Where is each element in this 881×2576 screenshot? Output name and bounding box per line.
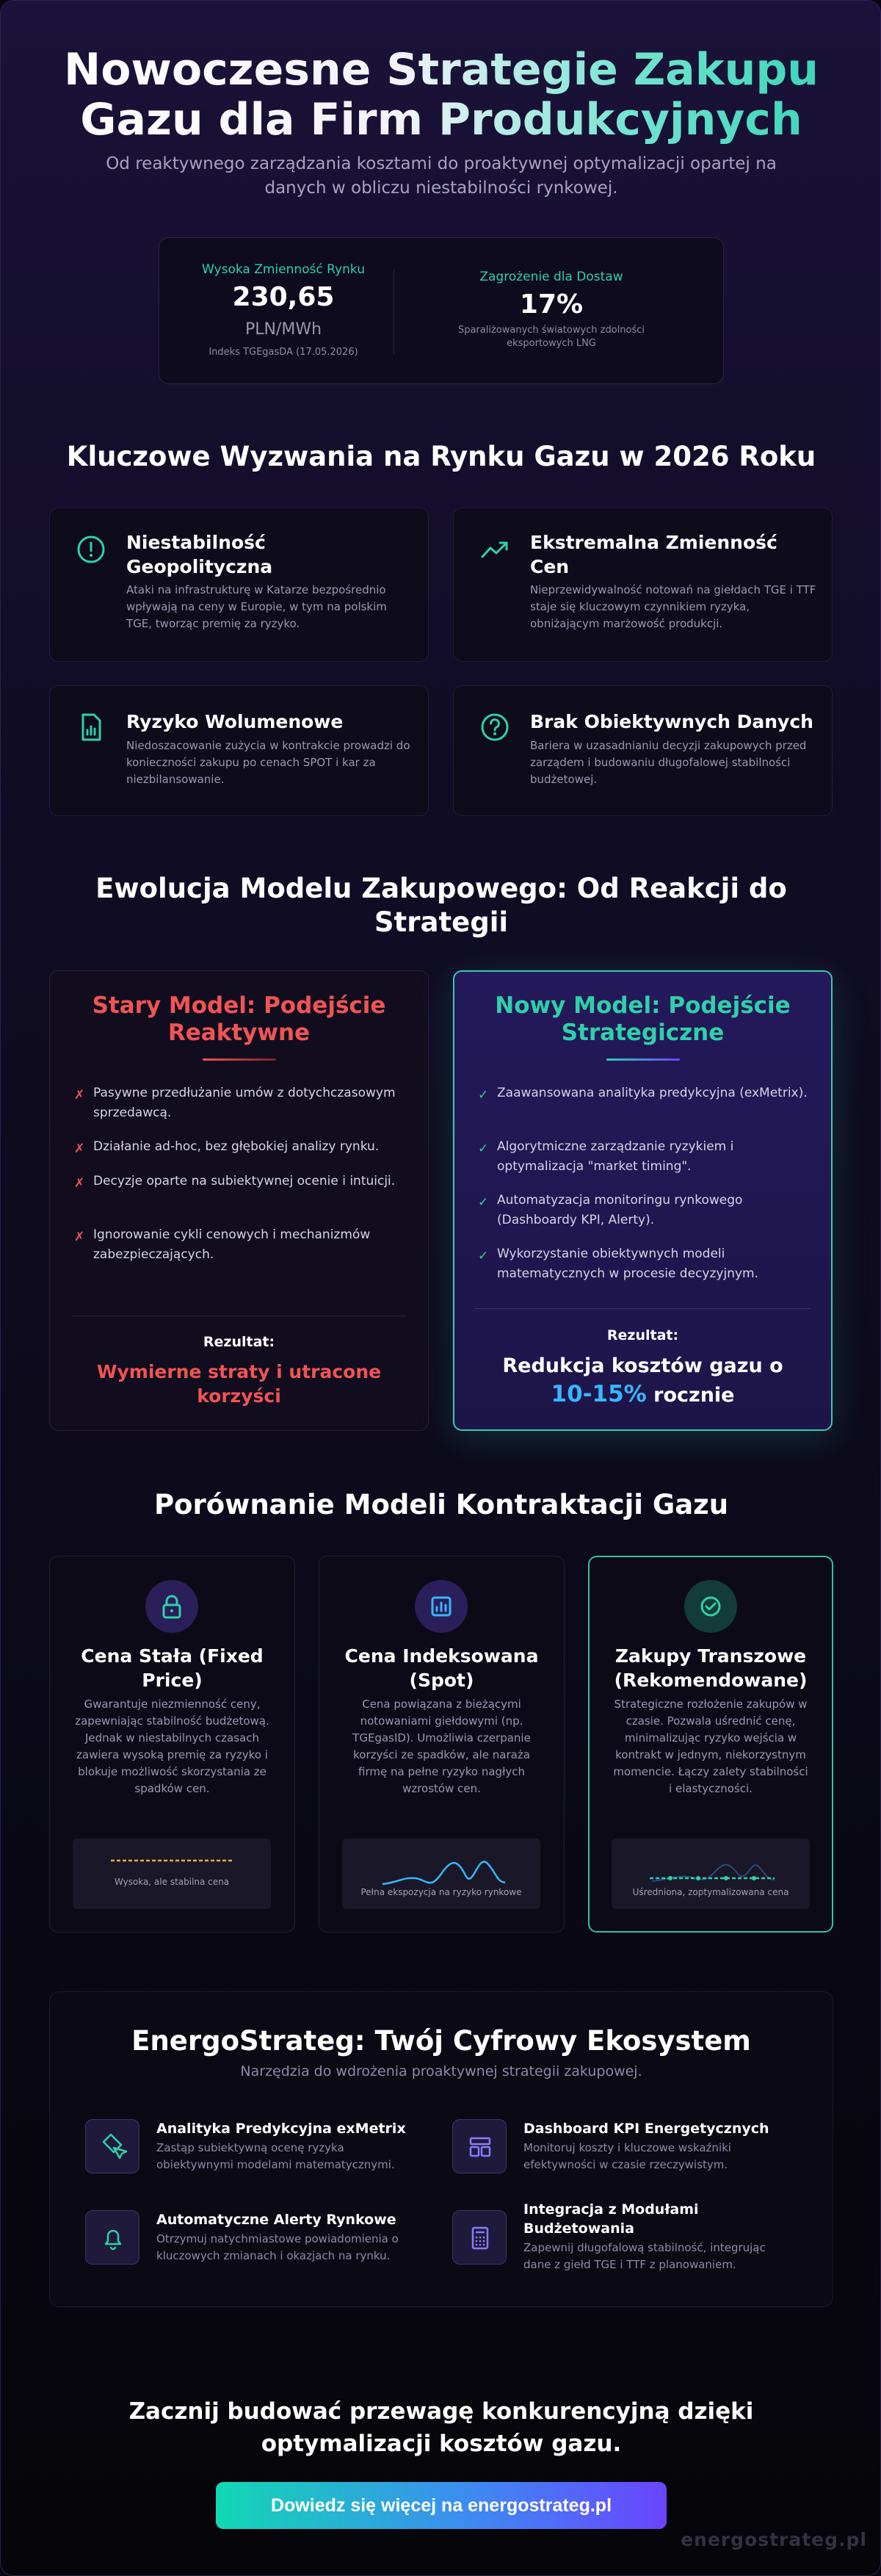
- question-circle-icon: [479, 711, 511, 743]
- calculator-icon: [453, 2211, 507, 2265]
- cross-icon: ✗: [74, 1230, 85, 1244]
- check-icon: ✓: [478, 1249, 489, 1263]
- contracts-title: Porównanie Modeli Kontraktacji Gazu: [153, 1489, 729, 1520]
- trending-up-icon: [479, 533, 511, 566]
- contract-icon-bg: [415, 1580, 468, 1633]
- challenge-card-volume: [49, 685, 429, 816]
- eco-item-title: Automatyczne Alerty Rynkowe: [156, 2212, 396, 2228]
- new-bullet: Wykorzystanie obiektywnych modeli matematycznych w procesie decyzyjnym.: [497, 1246, 758, 1281]
- check-circle-icon: [684, 1580, 737, 1633]
- new-bullet: Automatyzacja monitoringu rynkowego (Dashboardy KPI, Alerty).: [497, 1193, 743, 1227]
- eco-icon-box: [452, 2119, 507, 2173]
- old-bullet: Decyzje oparte na subiektywnej ocenie i intuicji.: [93, 1174, 396, 1188]
- cross-icon: ✗: [74, 1141, 85, 1156]
- cta-title: Zacznij budować przewagę konkurencyjną dzięki optymalizacji kosztów gazu.: [128, 2398, 754, 2457]
- eco-icon-box: [85, 2119, 139, 2173]
- contract-title: Cena Indeksowana (Spot): [344, 1645, 539, 1691]
- cross-icon: ✗: [74, 1088, 85, 1103]
- graph-label: Uśredniona, zoptymalizowana cena: [632, 1887, 789, 1897]
- old-model-underline: [203, 1058, 276, 1061]
- file-chart-icon: [75, 711, 107, 743]
- alert-circle-icon: [75, 533, 107, 566]
- new-model-title: Nowy Model: Podejście Strategiczne: [495, 992, 791, 1046]
- evolution-title: Ewolucja Modelu Zakupowego: Od Reakcji do Strategii: [95, 873, 787, 938]
- volatile-line-graph: [342, 1839, 540, 1909]
- eco-item-text: Otrzymuj natychmiastowe powiadomienia o kluczowych zmianach i okazjach na rynku.: [156, 2232, 399, 2262]
- challenge-card-volatility: [453, 508, 833, 662]
- challenge-title: Ekstremalna Zmienność Cen: [530, 532, 777, 577]
- contract-text: Cena powiązana z bieżącymi notowaniami giełdowymi (np. TGEgasID). Umożliwia czerpanie korzyści ze spadków, ale naraża firmę na pełne ryzyko nagłych wzrostów cen.: [352, 1698, 531, 1795]
- challenge-card-geopolitics: [49, 508, 429, 662]
- lock-icon: [145, 1580, 198, 1633]
- contract-icon-bg: [145, 1580, 198, 1633]
- contract-graph-spot: [342, 1839, 540, 1909]
- new-bullet: Zaawansowana analityka predykcyjna (exMetrix).: [497, 1086, 808, 1100]
- old-model-title: Stary Model: Podejście Reaktywne: [92, 992, 386, 1046]
- averaged-line-graph: [612, 1839, 810, 1909]
- bar-chart-icon: [415, 1580, 468, 1633]
- challenge-text: Bariera w uzasadnianiu decyzji zakupowych przed zarządem i budowaniu długofalowej stabilności budżetowej.: [530, 739, 807, 786]
- hero-title: Nowoczesne Strategie Zakupu Gazu dla Firm Produkcyjnych: [45, 45, 838, 145]
- challenge-text: Nieprzewidywalność notowań na giełdach TGE i TTF staje się kluczowym czynnikiem ryzyka, obniżającym marżowość produkcji.: [530, 583, 816, 630]
- hero-subtitle: Od reaktywnego zarządzania kosztami do proaktywnej optymalizacji opartej na danych w obliczu niestabilności rynkowej.: [106, 154, 777, 198]
- ecosystem-subtitle: Narzędzia do wdrożenia proaktywnej strategii zakupowej.: [240, 2063, 642, 2079]
- challenge-title: Brak Obiektywnych Danych: [530, 711, 813, 732]
- ecosystem-title: EnergoStrateg: Twój Cyfrowy Ekosystem: [131, 2025, 751, 2057]
- check-icon: ✓: [478, 1195, 489, 1210]
- eco-item-text: Zapewnij długofalową stabilność, integrując dane z giełd TGE i TTF z planowaniem.: [523, 2241, 766, 2271]
- stat-supply-value: 17%: [519, 289, 584, 320]
- challenge-title: Niestabilność Geopolityczna: [126, 532, 273, 577]
- graph-label: Wysoka, ale stabilna cena: [114, 1877, 230, 1887]
- contract-graph-tranche: [612, 1839, 810, 1909]
- eco-item-text: Monitoruj koszty i kluczowe wskaźniki efektywności w czasie rzeczywistym.: [523, 2141, 731, 2171]
- check-icon: ✓: [478, 1088, 489, 1103]
- new-bullet: Algorytmiczne zarządzanie ryzykiem i optymalizacja "market timing".: [497, 1139, 734, 1174]
- graph-label: Pełna ekspozycja na ryzyko rynkowe: [360, 1887, 522, 1897]
- check-icon: ✓: [478, 1141, 489, 1156]
- new-model-underline: [606, 1058, 680, 1061]
- old-bullet: Ignorowanie cykli cenowych i mechanizmów zabezpieczających.: [93, 1227, 371, 1262]
- stat-volatility-label: Wysoka Zmienność Rynku: [202, 262, 365, 277]
- eco-item-title: Integracja z Modułami Budżetowania: [523, 2201, 699, 2237]
- contract-icon-bg: [684, 1580, 737, 1633]
- flat-line-graph: [73, 1839, 271, 1909]
- new-result-label: Rezultat:: [606, 1327, 679, 1343]
- stat-volatility-unit: PLN/MWh: [244, 320, 322, 339]
- old-result-text: Wymierne straty i utracone korzyści: [96, 1361, 382, 1407]
- learn-more-button[interactable]: Dowiedz się więcej na energostrateg.pl: [216, 2482, 667, 2529]
- stat-volatility-note: Indeks TGEgasDA (17.05.2026): [209, 347, 358, 358]
- result-highlight: 10-15%: [551, 1381, 647, 1407]
- contract-text: Gwarantuje niezmienność ceny, zapewniając stabilność budżetową. Jednak w niestabilnych czasach zawiera wysoką premię za ryzyko i blokuje możliwość skorzystania ze spadków cen.: [75, 1698, 269, 1795]
- stat-supply-label: Zagrożenie dla Dostaw: [479, 270, 623, 284]
- eco-item-title: Analityka Predykcyjna exMetrix: [156, 2121, 406, 2137]
- contract-title: Zakupy Transzowe (Rekomendowane): [614, 1645, 808, 1691]
- eco-item-title: Dashboard KPI Energetycznych: [523, 2121, 769, 2137]
- challenge-text: Ataki na infrastrukturę w Katarze bezpośrednio wpływają na ceny w Europie, w tym na polskim TGE, tworząc premię za ryzyko.: [126, 583, 387, 630]
- old-result-label: Rezultat:: [203, 1334, 275, 1350]
- contract-text: Strategiczne rozłożenie zakupów w czasie. Pozwala uśrednić cenę, minimalizując ryzyko wejścia w kontrakt w jednym, niekorzystnym momencie. Łączy zalety stabilności i elastyczności.: [613, 1698, 808, 1795]
- challenges-title: Kluczowe Wyzwania na Rynku Gazu w 2026 Roku: [66, 441, 816, 472]
- contract-graph-fixed: [73, 1839, 271, 1909]
- watermark: energostrateg.pl: [681, 2529, 867, 2550]
- eco-item-text: Zastąp subiektywną ocenę ryzyka obiektywnymi modelami matematycznymi.: [156, 2141, 395, 2171]
- dashboard-icon: [453, 2120, 507, 2174]
- new-result-text: Redukcja kosztów gazu o 10-15% rocznie: [502, 1354, 783, 1407]
- bell-icon: [86, 2211, 140, 2265]
- challenge-title: Ryzyko Wolumenowe: [126, 711, 344, 732]
- contract-title: Cena Stała (Fixed Price): [81, 1645, 264, 1691]
- challenge-text: Niedoszacowanie zużycia w kontrakcie prowadzi do konieczności zakupu po cenach SPOT i kar za niezbilansowanie.: [126, 739, 410, 786]
- stat-supply-note: Sparaliżowanych światowych zdolności eksportowych LNG: [457, 325, 645, 349]
- old-bullet: Działanie ad-hoc, bez głębokiej analizy rynku.: [93, 1139, 380, 1154]
- challenge-card-data: [453, 685, 833, 816]
- analytics-cursor-icon: [86, 2120, 140, 2174]
- eco-icon-box: [452, 2210, 507, 2265]
- cross-icon: ✗: [74, 1176, 85, 1191]
- eco-icon-box: [85, 2210, 139, 2265]
- stat-volatility-value: 230,65: [232, 282, 335, 312]
- old-bullet: Pasywne przedłużanie umów z dotychczasowym sprzedawcą.: [93, 1086, 396, 1120]
- new-model-divider: [475, 1308, 811, 1309]
